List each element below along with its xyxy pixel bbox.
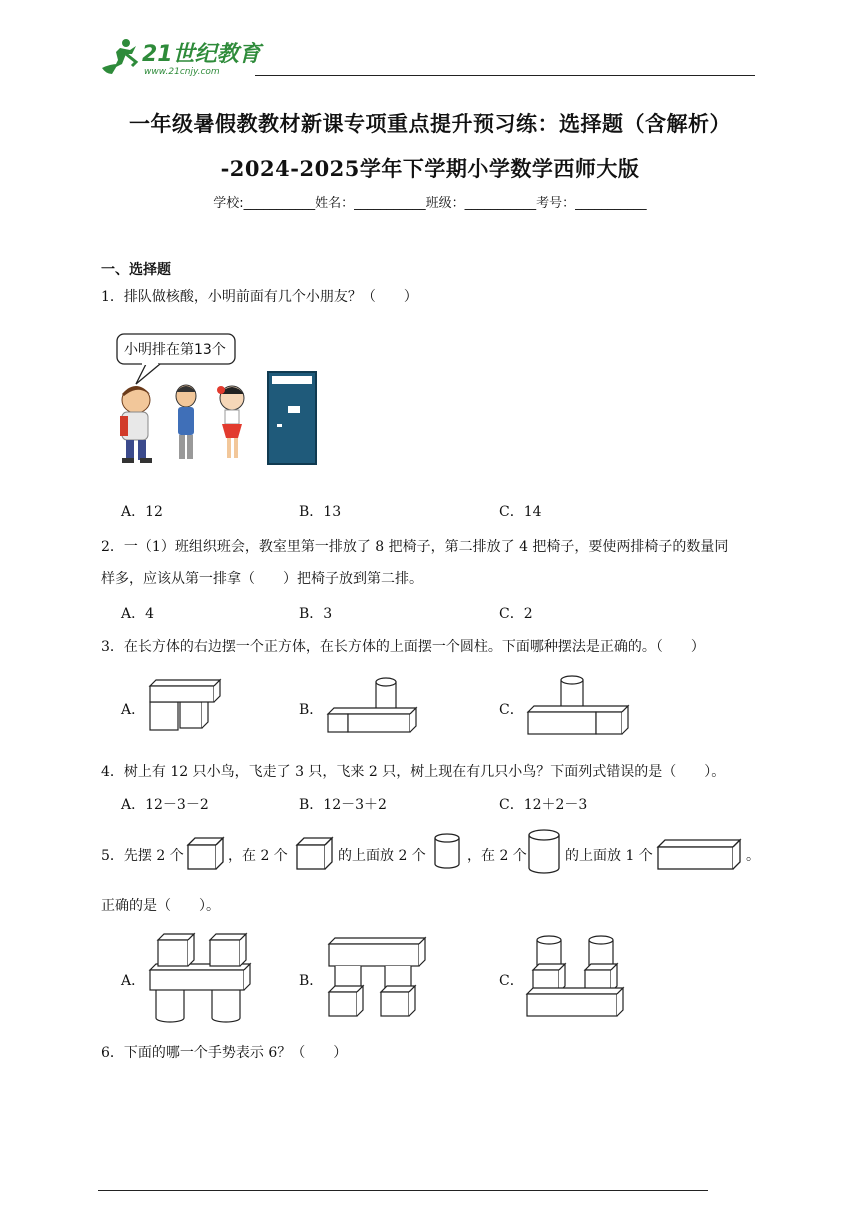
- cube-icon: [186, 836, 226, 876]
- q5-option-c-figure: [525, 932, 629, 1026]
- q5-stem-part2: ，在 2 个: [228, 848, 288, 864]
- q5-stem-part6: 。: [746, 848, 760, 864]
- q1-stem: 1．排队做核酸，小明前面有几个小朋友？（ ）: [101, 289, 418, 305]
- q1-option-a[interactable]: A．12: [121, 504, 163, 520]
- q2-stem-line2: 样多，应该从第一排拿（ ）把椅子放到第二排。: [101, 571, 423, 587]
- q3-option-a-figure: [146, 678, 226, 738]
- q1-option-c[interactable]: C．14: [499, 504, 542, 520]
- q5-stem-line2: 正确的是（ ）。: [101, 898, 220, 914]
- child-figure-3: [217, 386, 244, 458]
- q3-option-a[interactable]: A．: [121, 702, 146, 718]
- xiaoming-figure: [120, 386, 152, 463]
- q1-option-b[interactable]: B．13: [299, 504, 342, 520]
- q4-stem: 4．树上有 12 只小鸟，飞走了 3 只，飞来 2 只，树上现在有几只小鸟？下面列式错误的是（ ）。: [101, 764, 726, 780]
- q5-option-b[interactable]: B．: [299, 973, 324, 989]
- q3-option-b-figure: [326, 674, 418, 740]
- q2-option-a[interactable]: A．4: [121, 606, 155, 622]
- q5-option-a[interactable]: A．: [121, 973, 146, 989]
- page-title-line2: -2024-2025学年下学期小学数学西师大版: [220, 156, 640, 181]
- q3-option-c-figure: [526, 672, 630, 742]
- q5-stem-part3: 的上面放 2 个: [338, 848, 426, 864]
- q4-option-b[interactable]: B．12－3＋2: [299, 797, 387, 813]
- q5-option-a-figure: [146, 930, 256, 1030]
- footer-rule: [98, 1190, 708, 1191]
- q2-option-b[interactable]: B．3: [299, 606, 333, 622]
- q3-option-b[interactable]: B．: [299, 702, 324, 718]
- header-rule: [255, 75, 755, 76]
- q1-bubble-text: 小明排在第13个: [124, 342, 226, 358]
- q4-option-c[interactable]: C．12＋2－3: [499, 797, 588, 813]
- door-icon: [268, 372, 316, 464]
- q4-option-a[interactable]: A．12－3－2: [121, 797, 209, 813]
- cylinder-icon-2: [526, 828, 562, 880]
- cylinder-icon: [432, 832, 462, 876]
- q3-stem: 3．在长方体的右边摆一个正方体，在长方体的上面摆一个圆柱。下面哪种摆法是正确的。（ ）: [101, 639, 705, 655]
- q5-stem-part4: ，在 2 个: [467, 848, 527, 864]
- student-info-line: 学校:___________姓名：___________班级：___________考号：___________: [213, 196, 647, 211]
- logo-url: www.21cnjy.com: [144, 67, 220, 77]
- q2-stem-line1: 2．一（1）班组织班会，教室里第一排放了 8 把椅子，第二排放了 4 把椅子，要使两排椅子的数量同: [101, 539, 729, 555]
- q2-option-c[interactable]: C．2: [499, 606, 533, 622]
- q5-option-c[interactable]: C．: [499, 973, 524, 989]
- q5-stem-part5: 的上面放 1 个: [565, 848, 653, 864]
- logo-text: 21世纪教育: [142, 42, 261, 67]
- logo-runner-icon: [96, 34, 266, 78]
- q5-option-b-figure: [325, 932, 429, 1026]
- cube-icon-2: [295, 836, 335, 876]
- q1-illustration: [112, 332, 332, 472]
- q6-stem: 6．下面的哪一个手势表示 6？（ ）: [101, 1045, 348, 1061]
- section-heading: 一、选择题: [101, 262, 171, 278]
- q3-option-c[interactable]: C．: [499, 702, 524, 718]
- cuboid-icon: [656, 838, 742, 876]
- q5-stem-part1: 5．先摆 2 个: [101, 848, 184, 864]
- site-logo: [96, 34, 266, 78]
- page-title-line1: 一年级暑假教教材新课专项重点提升预习练：选择题（含解析）: [129, 111, 731, 136]
- child-figure-2: [176, 385, 196, 459]
